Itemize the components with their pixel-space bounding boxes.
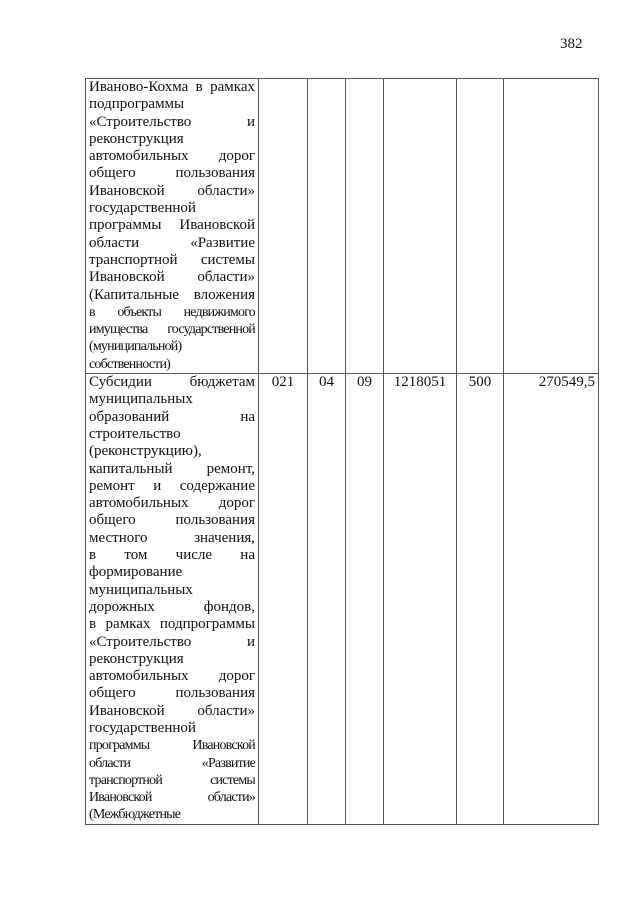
- description-line: транспортной системы: [89, 772, 255, 788]
- subsection-cell: 09: [346, 374, 384, 825]
- target-article-cell: 1218051: [384, 374, 457, 825]
- description-line: формирование: [89, 564, 183, 581]
- description-line: Ивановской области»: [89, 790, 255, 806]
- description-line: транспортной системы: [89, 251, 255, 268]
- description-line: имущества государственной: [89, 322, 255, 338]
- description-line: общего пользования: [89, 165, 255, 182]
- amount-cell: 270549,5: [504, 374, 599, 825]
- table-row: [86, 374, 599, 825]
- description-line: капитальный ремонт,: [89, 460, 255, 477]
- description-line: реконструкция: [89, 650, 184, 667]
- amount-cell: [504, 79, 599, 374]
- description-line: Иваново-Кохма в рамках: [89, 79, 255, 95]
- description-line: подпрограммы: [89, 96, 185, 113]
- description-line: муниципальных: [89, 581, 193, 598]
- description-line: дорожных фондов,: [89, 598, 255, 615]
- description-line: в рамках подпрограммы: [89, 616, 255, 633]
- description-line: (муниципальной): [89, 339, 182, 355]
- ministry-code-cell: 021: [259, 374, 308, 825]
- description-cell: [86, 374, 259, 825]
- description-line: (реконструкцию),: [89, 443, 202, 460]
- description-line: «Строительство и: [89, 633, 255, 650]
- description-line: строительство: [89, 425, 181, 442]
- description-line: области «Развитие: [89, 755, 255, 771]
- table-row: [86, 79, 599, 374]
- description-line: «Строительство и: [89, 113, 255, 130]
- subsection-cell: [346, 79, 384, 374]
- description-line: программы Ивановской: [89, 217, 255, 234]
- expense-type-cell: 500: [457, 374, 504, 825]
- description-line: государственной: [89, 719, 196, 736]
- description-line: реконструкция: [89, 130, 184, 147]
- target-article-cell: [384, 79, 457, 374]
- budget-table: [85, 78, 599, 825]
- description-line: (Межбюджетные: [89, 807, 181, 823]
- description-line: образований на: [89, 408, 255, 425]
- description-line: ремонт и содержание: [89, 477, 255, 494]
- ministry-code-cell: [259, 79, 308, 374]
- description-line: общего пользования: [89, 685, 255, 702]
- expense-type-cell: [457, 79, 504, 374]
- section-cell: [308, 79, 346, 374]
- description-line: Ивановской области»: [89, 269, 255, 286]
- description-line: общего пользования: [89, 512, 255, 529]
- description-line: муниципальных: [89, 391, 193, 408]
- description-line: местного значения,: [89, 529, 255, 546]
- description-line: собственности): [89, 356, 171, 372]
- description-line: Ивановской области»: [89, 702, 255, 719]
- description-line: автомобильных дорог: [89, 148, 255, 165]
- description-line: в объекты недвижимого: [89, 304, 255, 320]
- description-line: автомобильных дорог: [89, 668, 255, 685]
- description-line: автомобильных дорог: [89, 495, 255, 512]
- page-number: 382: [560, 36, 583, 52]
- description-line: Ивановской области»: [89, 182, 255, 199]
- description-line: Субсидии бюджетам: [89, 374, 255, 391]
- description-line: (Капитальные вложения: [89, 286, 255, 303]
- description-line: государственной: [89, 200, 196, 217]
- description-line: области «Развитие: [89, 234, 255, 251]
- description-cell: [86, 79, 259, 374]
- description-line: в том числе на: [89, 547, 255, 564]
- section-cell: 04: [308, 374, 346, 825]
- description-line: программы Ивановской: [89, 738, 255, 754]
